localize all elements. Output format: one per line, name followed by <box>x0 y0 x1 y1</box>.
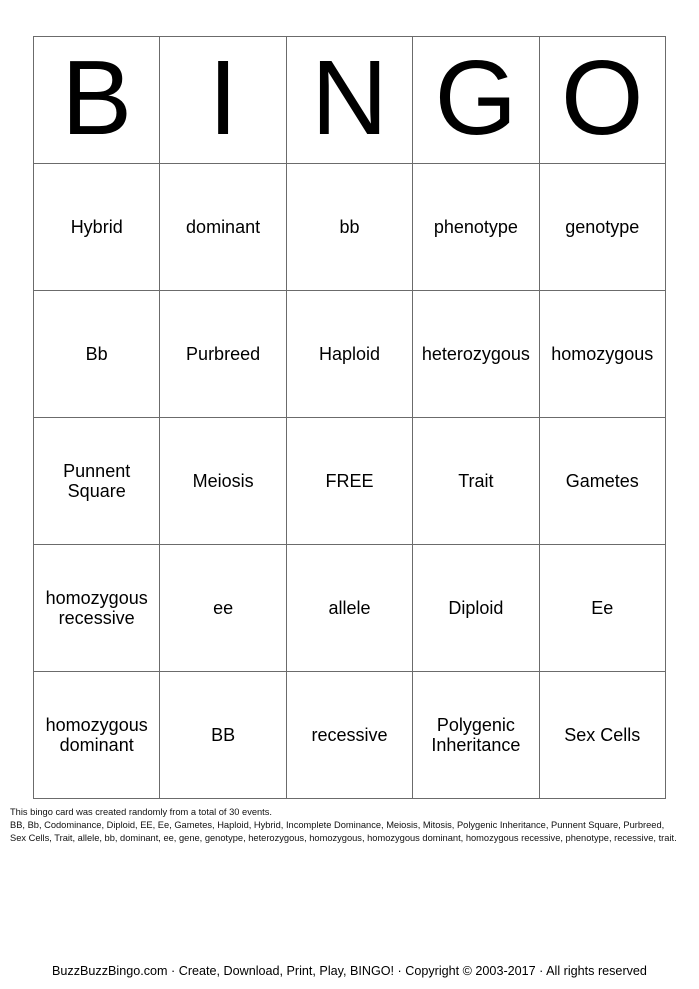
bingo-cell: Trait <box>413 418 539 545</box>
bingo-cell: homozygous recessive <box>34 545 160 672</box>
bingo-row <box>34 545 666 672</box>
header-letter: I <box>208 39 238 157</box>
header-cell-i <box>160 37 286 164</box>
header-letter: B <box>61 39 133 157</box>
bingo-cell: allele <box>286 545 412 672</box>
bingo-row <box>34 418 666 545</box>
bingo-cell: Diploid <box>413 545 539 672</box>
card-generation-note <box>10 806 695 845</box>
header-letter: N <box>311 39 388 157</box>
bingo-cell: dominant <box>160 164 286 291</box>
header-letter: O <box>561 39 644 157</box>
bingo-cell: bb <box>286 164 412 291</box>
bingo-row <box>34 291 666 418</box>
copyright-footer: BuzzBuzzBingo.com · Create, Download, Print, Play, BINGO! · Copyright © 2003-2017 · All rights reserved <box>52 964 647 978</box>
bingo-cell: Ee <box>539 545 665 672</box>
bingo-row <box>34 672 666 799</box>
bingo-header-row <box>34 37 666 164</box>
header-cell-o <box>539 37 665 164</box>
bingo-cell: genotype <box>539 164 665 291</box>
bingo-cell: recessive <box>286 672 412 799</box>
bingo-row <box>34 164 666 291</box>
bingo-cell: ee <box>160 545 286 672</box>
free-space-cell: FREE <box>286 418 412 545</box>
note-word-list-line-2: Sex Cells, Trait, allele, bb, dominant, ee, gene, genotype, heterozygous, homozygous, homozygous dominant, homozygous recessive, phenotype, recessive, trait. <box>10 833 677 843</box>
bingo-cell: Meiosis <box>160 418 286 545</box>
bingo-cell: homozygous dominant <box>34 672 160 799</box>
note-word-list-line-1: BB, Bb, Codominance, Diploid, EE, Ee, Gametes, Haploid, Hybrid, Incomplete Dominance, Meiosis, Mitosis, Polygenic Inheritance, Punnent Square, Purbreed, <box>10 820 665 830</box>
bingo-cell: BB <box>160 672 286 799</box>
header-cell-b <box>34 37 160 164</box>
bingo-cell: Sex Cells <box>539 672 665 799</box>
header-letter: G <box>434 39 518 157</box>
header-cell-n <box>286 37 412 164</box>
bingo-cell: phenotype <box>413 164 539 291</box>
note-summary: This bingo card was created randomly from a total of 30 events. <box>10 807 272 817</box>
bingo-cell: Hybrid <box>34 164 160 291</box>
bingo-cell: homozygous <box>539 291 665 418</box>
bingo-cell: Haploid <box>286 291 412 418</box>
bingo-cell: Bb <box>34 291 160 418</box>
bingo-card <box>33 36 666 799</box>
bingo-cell: Punnent Square <box>34 418 160 545</box>
bingo-cell: Gametes <box>539 418 665 545</box>
header-cell-g <box>413 37 539 164</box>
bingo-cell: Purbreed <box>160 291 286 418</box>
bingo-cell: Polygenic Inheritance <box>413 672 539 799</box>
bingo-cell: heterozygous <box>413 291 539 418</box>
